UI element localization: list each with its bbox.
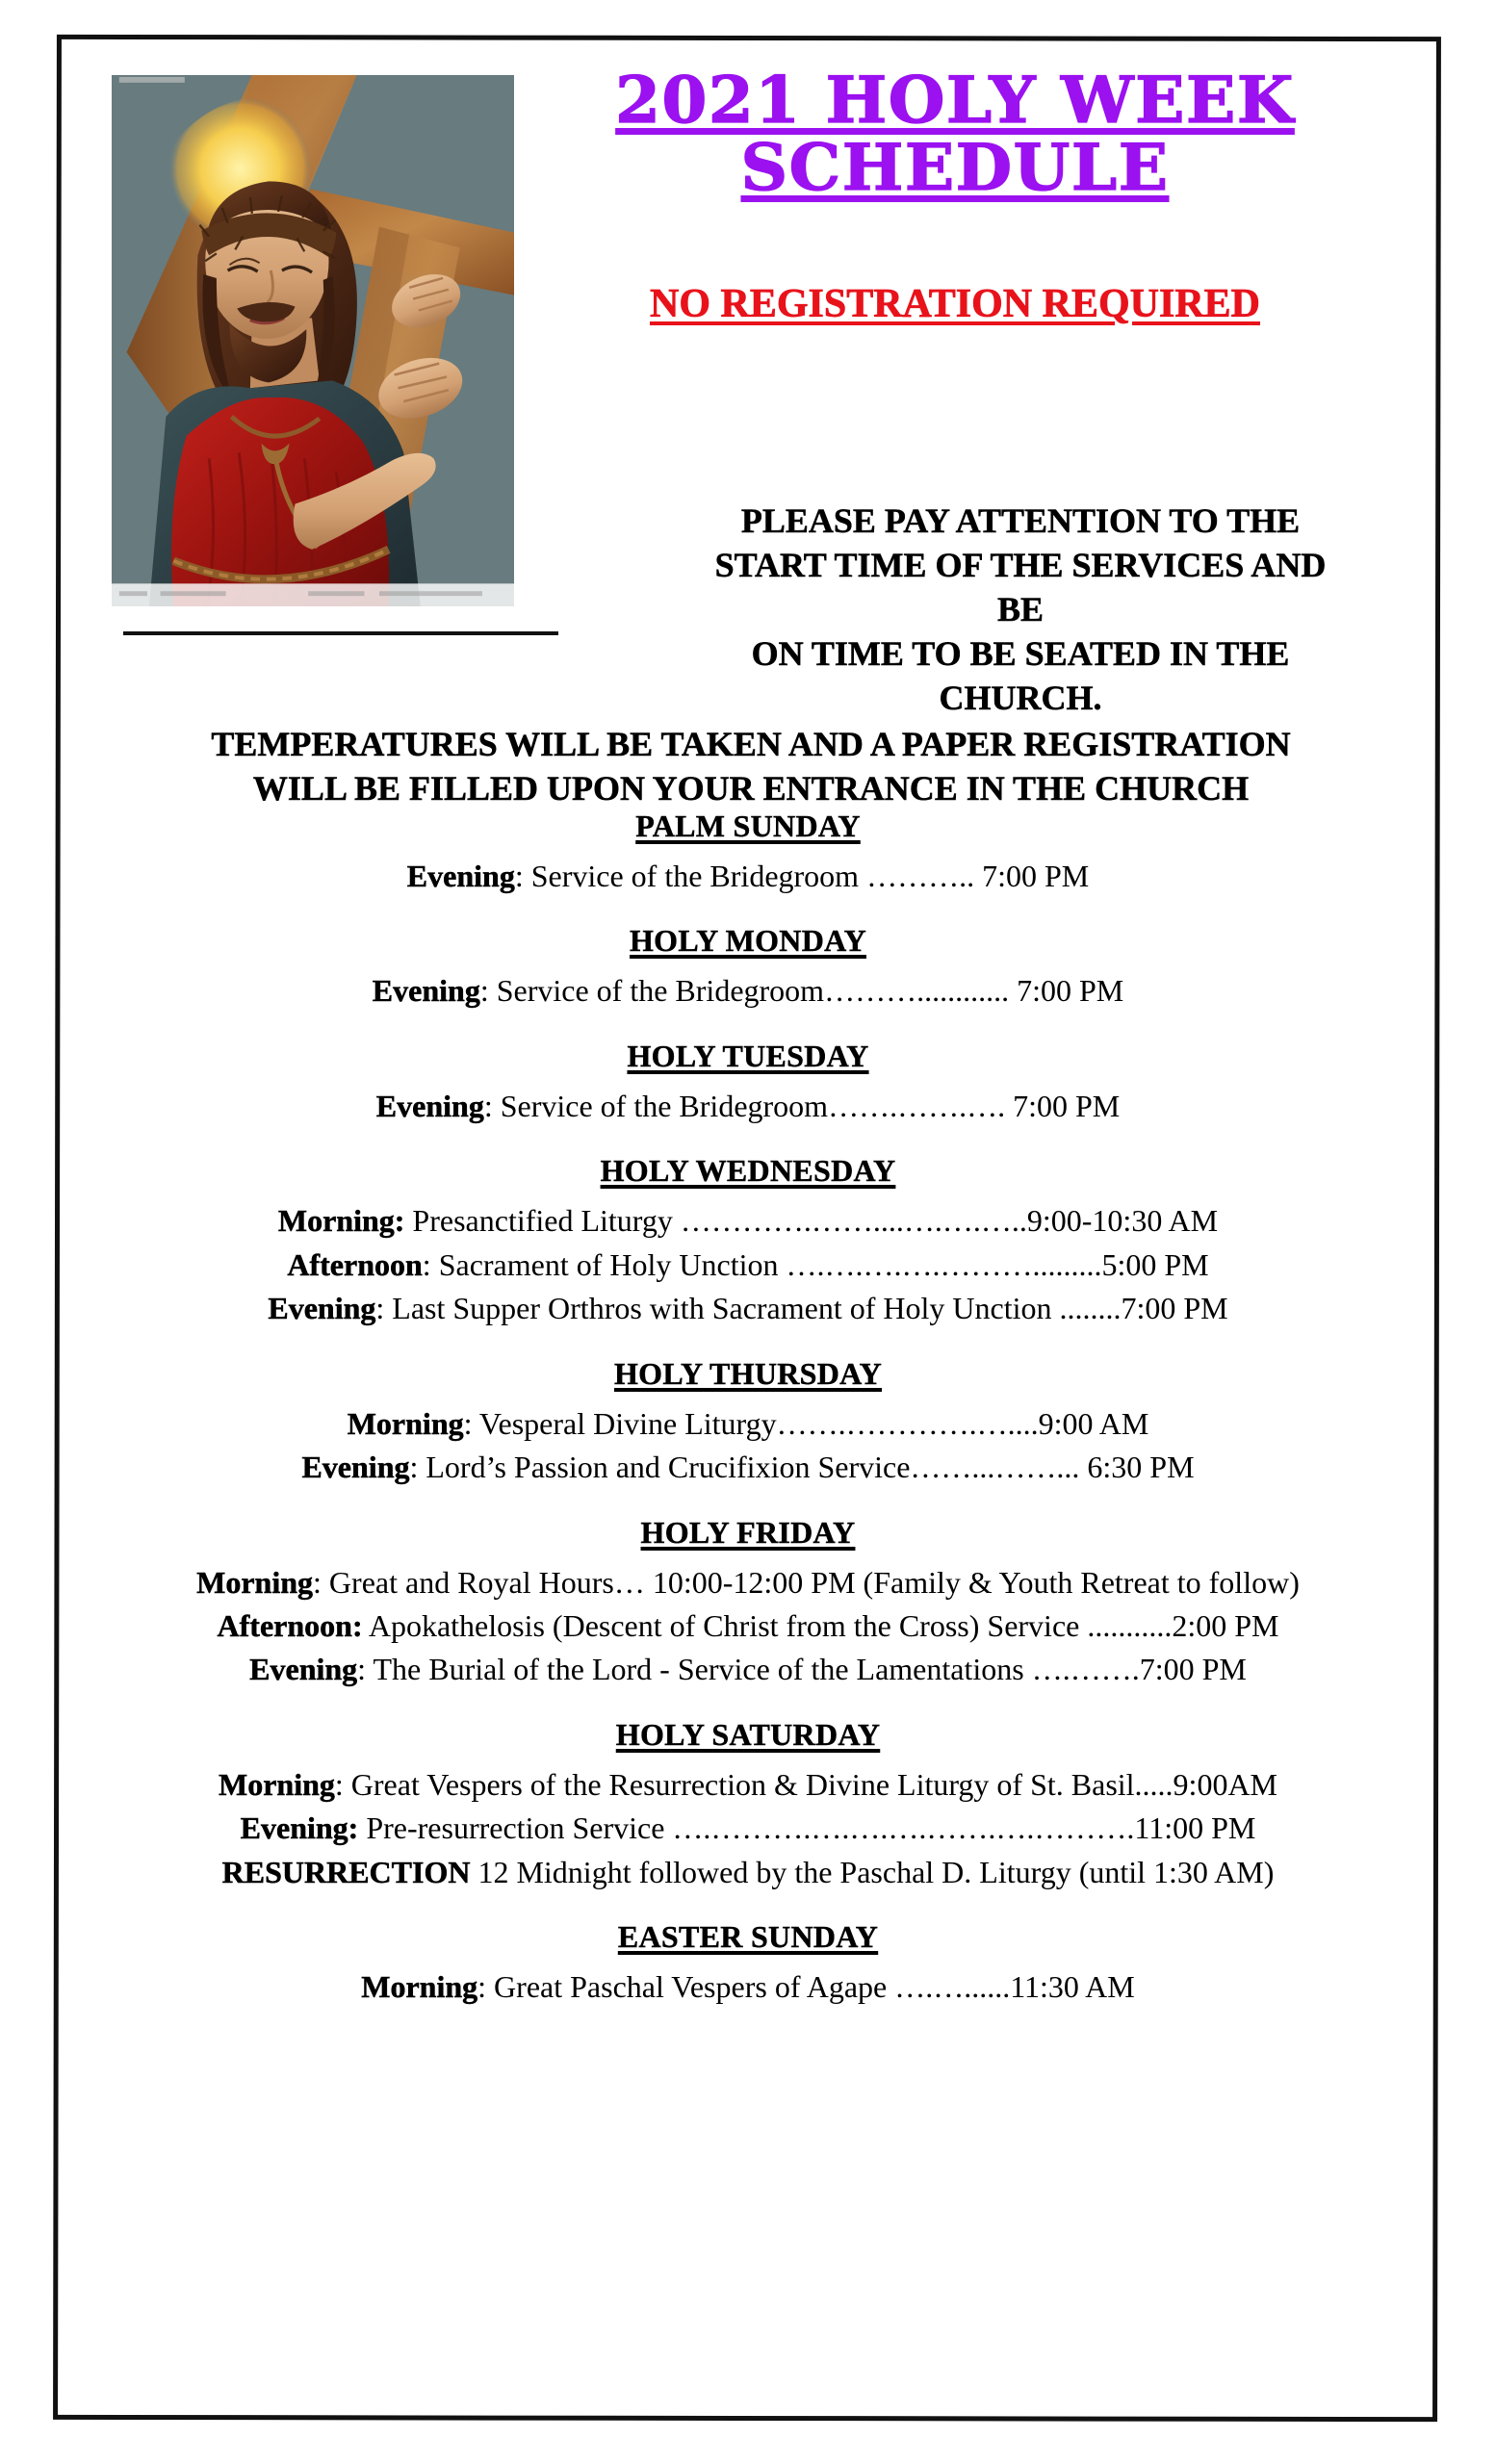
holy-week-schedule-list bbox=[72, 808, 1424, 2035]
entry-description: : Vesperal Divine Liturgy…….………….…....9:00 AM bbox=[463, 1405, 1149, 1441]
day-block bbox=[72, 1356, 1424, 1490]
entry-time-of-day: Morning bbox=[218, 1766, 335, 1802]
schedule-entry bbox=[72, 1244, 1424, 1287]
entry-time-of-day: Afternoon bbox=[287, 1246, 423, 1282]
schedule-entry bbox=[72, 1446, 1424, 1489]
entry-description: : Lord’s Passion and Crucifixion Service……...……... 6:30 PM bbox=[409, 1450, 1195, 1485]
day-heading: PALM SUNDAY bbox=[635, 808, 861, 843]
day-heading: HOLY WEDNESDAY bbox=[600, 1153, 896, 1189]
entry-description: : Service of the Bridegroom ……….. 7:00 PM bbox=[514, 859, 1090, 893]
entry-description: : The Burial of the Lord - Service of the Lamentations ….…….7:00 PM bbox=[357, 1652, 1247, 1687]
schedule-entry bbox=[72, 1763, 1424, 1807]
notice-line-5: WILL BE FILLED UPON YOUR ENTRANCE IN THE CHURCH bbox=[252, 769, 1250, 808]
entry-time-of-day: Evening: bbox=[240, 1810, 359, 1846]
entry-description: Presanctified Liturgy ………….……....….….…..9:00-10:30 AM bbox=[404, 1203, 1219, 1239]
entry-description: : Great Vespers of the Resurrection & Divine Liturgy of St. Basil.....9:00AM bbox=[334, 1766, 1277, 1802]
entry-description: Pre-resurrection Service ….……….….….….…….….……….11:00 PM bbox=[358, 1810, 1256, 1846]
day-block bbox=[72, 923, 1424, 1013]
entry-time-of-day: Evening bbox=[249, 1652, 358, 1687]
notice-line-3: ON TIME TO BE SEATED IN THE CHURCH. bbox=[751, 634, 1290, 718]
entry-description: 12 Midnight followed by the Paschal D. Liturgy (until 1:30 AM) bbox=[470, 1854, 1275, 1889]
schedule-entry bbox=[72, 969, 1424, 1013]
entry-description: : Great Paschal Vespers of Agape ….…......11:30 AM bbox=[477, 1969, 1135, 2005]
day-block bbox=[72, 808, 1424, 898]
entry-description: : Last Supper Orthros with Sacrament of Holy Unction ........7:00 PM bbox=[375, 1291, 1228, 1326]
no-registration-notice: NO REGISTRATION REQUIRED bbox=[650, 282, 1260, 326]
title-block bbox=[491, 63, 1419, 205]
schedule-entry bbox=[72, 1199, 1424, 1243]
page-title-line-2: SCHEDULE bbox=[740, 129, 1170, 205]
day-heading: HOLY TUESDAY bbox=[627, 1038, 869, 1073]
notice-line-2: START TIME OF THE SERVICES AND BE bbox=[714, 546, 1327, 629]
schedule-entry bbox=[72, 1604, 1424, 1648]
page-title-line-1: 2021 HOLY WEEK bbox=[615, 63, 1295, 138]
schedule-entry bbox=[72, 1807, 1424, 1850]
day-heading: HOLY THURSDAY bbox=[613, 1355, 883, 1391]
entry-time-of-day: Morning bbox=[361, 1969, 478, 2005]
notice-line-4: TEMPERATURES WILL BE TAKEN AND A PAPER REGISTRATION bbox=[211, 725, 1291, 764]
entry-time-of-day: Morning: bbox=[277, 1203, 405, 1239]
schedule-entry bbox=[72, 1402, 1424, 1446]
schedule-entry bbox=[72, 1085, 1424, 1128]
day-block bbox=[72, 1717, 1424, 1894]
day-heading: HOLY SATURDAY bbox=[615, 1716, 881, 1752]
schedule-entry bbox=[72, 1648, 1424, 1691]
entry-time-of-day: Morning bbox=[347, 1405, 464, 1441]
day-heading: HOLY FRIDAY bbox=[640, 1514, 856, 1550]
entry-time-of-day: RESURRECTION bbox=[221, 1854, 471, 1889]
day-block bbox=[72, 1515, 1424, 1692]
entry-time-of-day: Evening bbox=[301, 1450, 410, 1485]
schedule-entry bbox=[72, 1965, 1424, 2009]
notice-line-1: PLEASE PAY ATTENTION TO THE bbox=[740, 501, 1301, 540]
schedule-entry bbox=[72, 1561, 1424, 1604]
schedule-entry bbox=[72, 1287, 1424, 1330]
day-block bbox=[72, 1039, 1424, 1128]
entry-time-of-day: Afternoon: bbox=[217, 1607, 363, 1643]
entry-time-of-day: Evening bbox=[406, 859, 515, 893]
day-heading: EASTER SUNDAY bbox=[617, 1919, 879, 1955]
entry-description: Apokathelosis (Descent of Christ from the Cross) Service ...........2:00 PM bbox=[362, 1607, 1279, 1643]
entry-time-of-day: Evening bbox=[372, 973, 480, 1009]
day-block bbox=[72, 1919, 1424, 2009]
entry-time-of-day: Evening bbox=[268, 1291, 376, 1326]
entry-description: : Sacrament of Holy Unction ….….….….……….........5:00 PM bbox=[422, 1246, 1209, 1282]
entry-description: : Service of the Bridegroom………............ 7:00 PM bbox=[479, 973, 1124, 1009]
schedule-entry bbox=[72, 855, 1424, 898]
day-heading: HOLY MONDAY bbox=[629, 923, 866, 959]
entry-time-of-day: Morning bbox=[196, 1564, 314, 1600]
attention-notice bbox=[77, 499, 1425, 811]
entry-time-of-day: Evening bbox=[375, 1088, 484, 1123]
entry-description: : Service of the Bridegroom…….…….…. 7:00 PM bbox=[483, 1088, 1121, 1123]
schedule-entry bbox=[72, 1851, 1424, 1894]
entry-description: : Great and Royal Hours… 10:00-12:00 PM (Family & Youth Retreat to follow) bbox=[313, 1564, 1300, 1600]
day-block bbox=[72, 1153, 1424, 1330]
